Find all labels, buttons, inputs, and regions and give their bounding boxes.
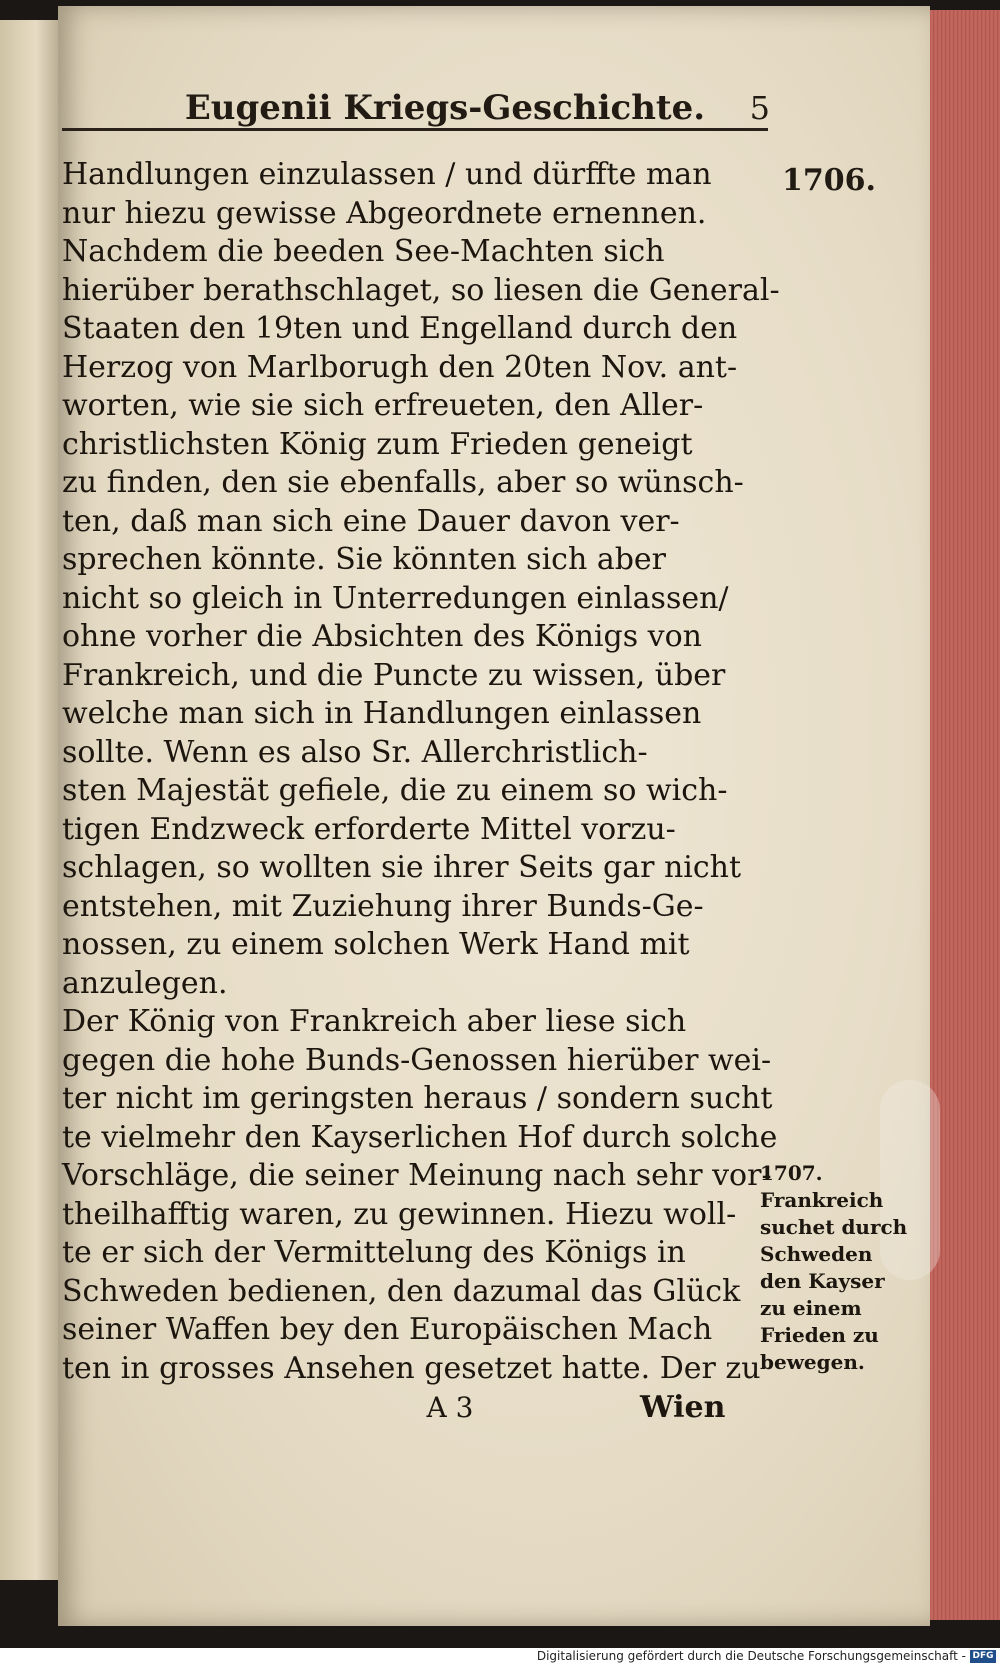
margin-note	[760, 1160, 908, 1376]
text-line: hierüber berathschlaget, so liesen die General-	[62, 272, 780, 308]
text-line: gegen die hohe Bunds-Genossen hierüber wei-	[62, 1042, 772, 1078]
text-line: te er sich der Vermittelung des Königs in	[62, 1235, 686, 1270]
text-line: schlagen, so wollten sie ihrer Seits gar nicht	[62, 850, 742, 885]
text-line: nicht so gleich in Unterredungen einlassen/	[62, 580, 729, 616]
text-line: worten, wie sie sich erfreueten, den Aller-	[62, 388, 704, 423]
text-line: nur hiezu gewisse Abgeordnete ernennen.	[62, 195, 707, 231]
catchword: Wien	[640, 1390, 726, 1425]
facing-page-edge	[0, 20, 60, 1580]
text-line: sten Majestät gefiele, die zu einem so wich-	[62, 773, 728, 808]
text-line: Schweden bedienen, den dazumal das Glück	[62, 1273, 741, 1309]
margin-note-line: Frieden zu	[760, 1323, 879, 1347]
body-text	[62, 156, 780, 1388]
page-number: 5	[749, 89, 770, 127]
text-line: sollte. Wenn es also Sr. Allerchristlich-	[62, 734, 648, 770]
margin-note-line: bewegen.	[760, 1350, 865, 1374]
margin-note-line: Schweden	[760, 1242, 873, 1266]
text-line: zu finden, den sie ebenfalls, aber so wünsch-	[62, 465, 744, 500]
text-line: theilhafftig waren, zu gewinnen. Hiezu woll-	[62, 1196, 737, 1232]
margin-note-line: Frankreich	[760, 1188, 884, 1212]
text-line: ohne vorher die Absichten des Königs von	[62, 619, 702, 654]
text-line: Handlungen einzulassen / und dürffte man	[62, 157, 712, 192]
margin-year: 1706.	[782, 163, 876, 198]
text-line: Staaten den 19ten und Engelland durch den	[62, 311, 738, 346]
page-block-edge	[930, 10, 1000, 1620]
margin-note-line: zu einem	[760, 1296, 862, 1320]
text-line: nossen, zu einem solchen Werk Hand mit	[62, 927, 690, 962]
text-line: christlichsten König zum Frieden geneigt	[62, 426, 693, 462]
signature-mark: A 3	[426, 1391, 474, 1424]
text-line: seiner Waffen bey den Europäischen Mach	[62, 1312, 713, 1347]
text-line: ten, daß man sich eine Dauer davon ver-	[62, 503, 680, 539]
text-line: Herzog von Marlborugh den 20ten Nov. ant-	[62, 349, 738, 385]
running-head: Eugenii Kriegs-Geschichte.	[184, 88, 706, 128]
text-line: ter nicht im geringsten heraus / sondern sucht	[62, 1081, 773, 1116]
text-line: tigen Endzweck erforderte Mittel vorzu-	[62, 811, 676, 847]
header-rule	[62, 128, 768, 131]
digitization-footer	[0, 1648, 1000, 1665]
text-line: Der König von Frankreich aber liese sich	[62, 1004, 687, 1039]
text-line: Frankreich, und die Puncte zu wissen, über	[62, 657, 726, 693]
margin-note-line: suchet durch	[760, 1215, 908, 1239]
text-line: ten in grosses Ansehen gesetzet hatte. Der zu	[62, 1350, 761, 1386]
margin-note-line: 1707.	[760, 1161, 823, 1185]
text-line: Nachdem die beeden See-Machten sich	[62, 234, 665, 269]
text-line: te vielmehr den Kayserlichen Hof durch solche	[62, 1119, 778, 1155]
dfg-logo-icon: DFG	[970, 1650, 996, 1663]
text-line: welche man sich in Handlungen einlassen	[62, 696, 702, 731]
text-line: entstehen, mit Zuziehung ihrer Bunds-Ge-	[62, 888, 704, 924]
text-line: anzulegen.	[62, 965, 228, 1001]
margin-note-line: den Kayser	[760, 1269, 885, 1293]
text-line: Vorschläge, die seiner Meinung nach sehr vor-	[62, 1158, 772, 1193]
text-line: sprechen könnte. Sie könnten sich aber	[62, 542, 667, 577]
footer-credit: Digitalisierung gefördert durch die Deutsche Forschungsgemeinschaft -	[536, 1649, 966, 1663]
